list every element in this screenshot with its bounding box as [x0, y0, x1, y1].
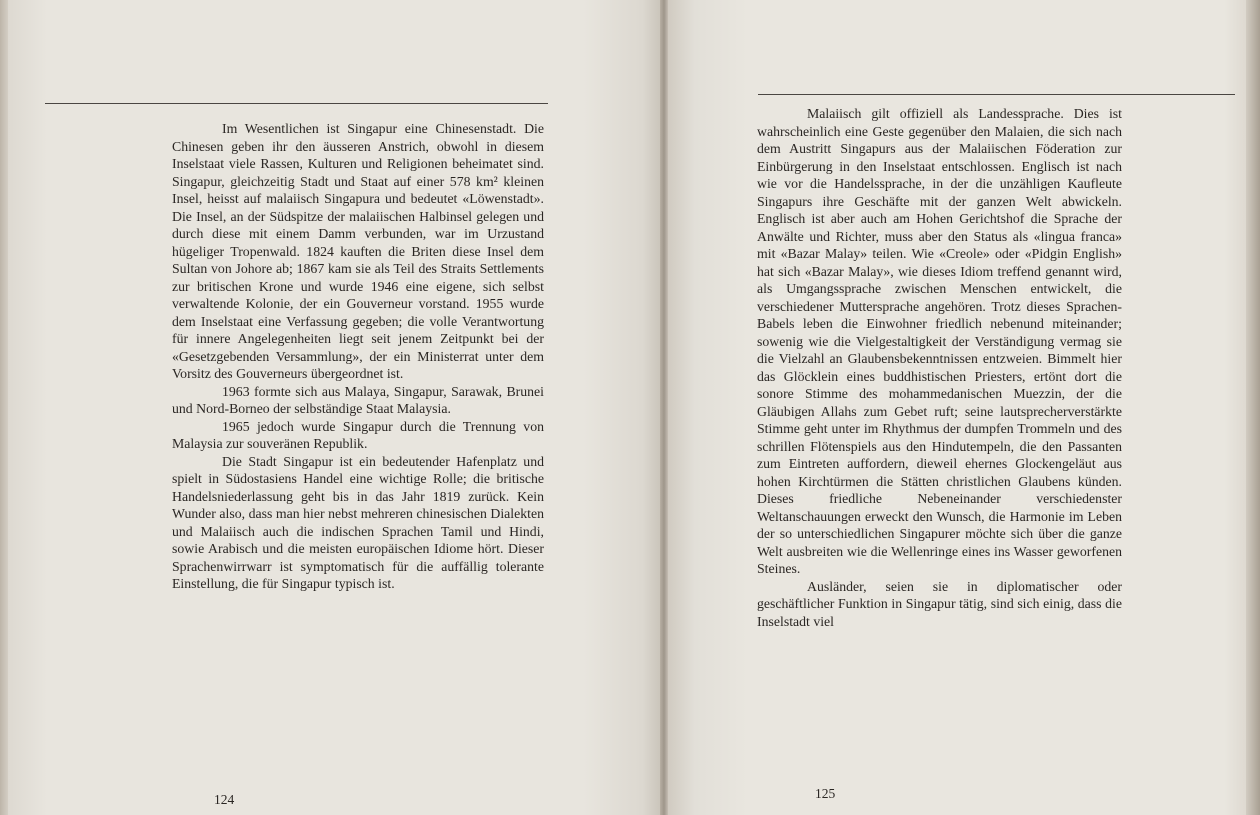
left-paragraph-4: Die Stadt Singapur ist ein bedeutender Hafenplatz und spielt in Südostasiens Handel eine wichtige Rolle; die britische Handelsniederlassung geht bis in das Jahr 1819 zurück. Kein Wunder also, dass man hier nebst mehreren chinesischen Dialekten und Malaiisch auch die indischen Sprachen Tamil und Hindi, sowie Arabisch und die meisten europäischen Idiome hört. Dieser Sprachenwirrwarr ist symptomatisch für die auffällig tolerante Einstellung, die für Singapur typisch ist. — [172, 453, 544, 591]
book-gutter — [660, 0, 668, 815]
right-body-text — [757, 105, 1122, 630]
right-header-rule — [758, 94, 1235, 95]
left-page-number: 124 — [214, 792, 235, 807]
left-body-text — [172, 120, 544, 593]
right-page-number: 125 — [815, 786, 836, 801]
right-paragraph-1: Malaiisch gilt offiziell als Landessprache. Dies ist wahrscheinlich eine Geste gegenüber den Malaien, die sich nach dem Austritt Singapurs aus der Malaiischen Föderation zur Einbürgerung in den Inselstaat entschlossen. Englisch ist nach wie vor die Handelssprache, in der die unzähligen Kaufleute Singapurs ihre Geschäfte mit der ganzen Welt abwickeln. Englisch ist aber auch am Hohen Gerichtshof die Sprache der Anwälte und Richter, muss aber den Status als «lingua franca» mit «Bazar Malay» teilen. Wie «Creole» oder «Pidgin English» hat sich «Bazar Malay», wie dieses Idiom treffend genannt wird, als Umgangssprache zwischen Menschen entwickelt, die verschiedener Muttersprache angehören. Trotz dieses Sprachen-Babels leben die Einwohner friedlich nebenund miteinander; sowenig wie die Vielgestaltigkeit der Verständigung vermag sie die Vielzahl an Glaubensbekenntnissen entzweien. Bimmelt hier das Glöcklein eines buddhistischen Priesters, ertönt dort die sonore Stimme des mohammedanischen Muezzin, der die Gläubigen Allahs zum Gebet ruft; seine lautsprecherverstärkte Stimme geht unter im Rhythmus der dumpfen Trommeln und des schrillen Flötenspiels aus den Hindutempeln, die den Passanten zum Eintreten auffordern, dieweil ehernes Glockengeläut aus hohen Kirchtürmen die Stätten christlichen Glaubens künden. Dieses friedliche Nebeneinander verschiedenster Weltanschauungen erweckt den Wunsch, die Harmonie im Leben der so unterschiedlichen Singapurer möchte sich über die ganze Welt ausbreiten wie die Wellenringe eines ins Wasser geworfenen Steines. — [757, 106, 1122, 576]
left-paragraph-2: 1963 formte sich aus Malaya, Singapur, Sarawak, Brunei und Nord-Borneo der selbständige Staat Malaysia. — [172, 383, 544, 416]
left-paragraph-1: Im Wesentlichen ist Singapur eine Chinesenstadt. Die Chinesen geben ihr den äusseren Anstrich, obwohl in diesem Inselstaat viele Rassen, Kulturen und Religionen beheimatet sind. Singapur, gleichzeitig Stadt und Staat auf einer 578 km² kleinen Insel, heisst auf malaiisch Singapura und bedeutet «Löwenstadt». Die Insel, an der Südspitze der malaiischen Halbinsel gelegen und durch diese mit einem Damm verbunden, war im Urzustand hügeliger Tropenwald. 1824 kauften die Briten diese Insel dem Sultan von Johore ab; 1867 kam sie als Teil des Straits Settlements zur britischen Krone und wurde 1946 eine eigene, sich selbst verwaltende Kolonie, der ein Gouverneur vorstand. 1955 wurde dem Inselstaat eine Verfassung gegeben; die volle Verantwortung für innere Angelegenheiten liegt seit jenem Zeitpunkt bei der «Gesetzgebenden Versammlung», der ein Ministerrat unter dem Vorsitz des Gouverneurs übergeordnet ist. — [172, 121, 544, 381]
right-paragraph-2: Ausländer, seien sie in diplomatischer oder geschäftlicher Funktion in Singapur tätig, sind sich einig, dass die Inselstadt viel — [757, 578, 1122, 629]
left-paragraph-3: 1965 jedoch wurde Singapur durch die Trennung von Malaysia zur souveränen Republik. — [172, 418, 544, 451]
left-header-rule — [45, 103, 548, 104]
book-edge-right — [1246, 0, 1260, 815]
